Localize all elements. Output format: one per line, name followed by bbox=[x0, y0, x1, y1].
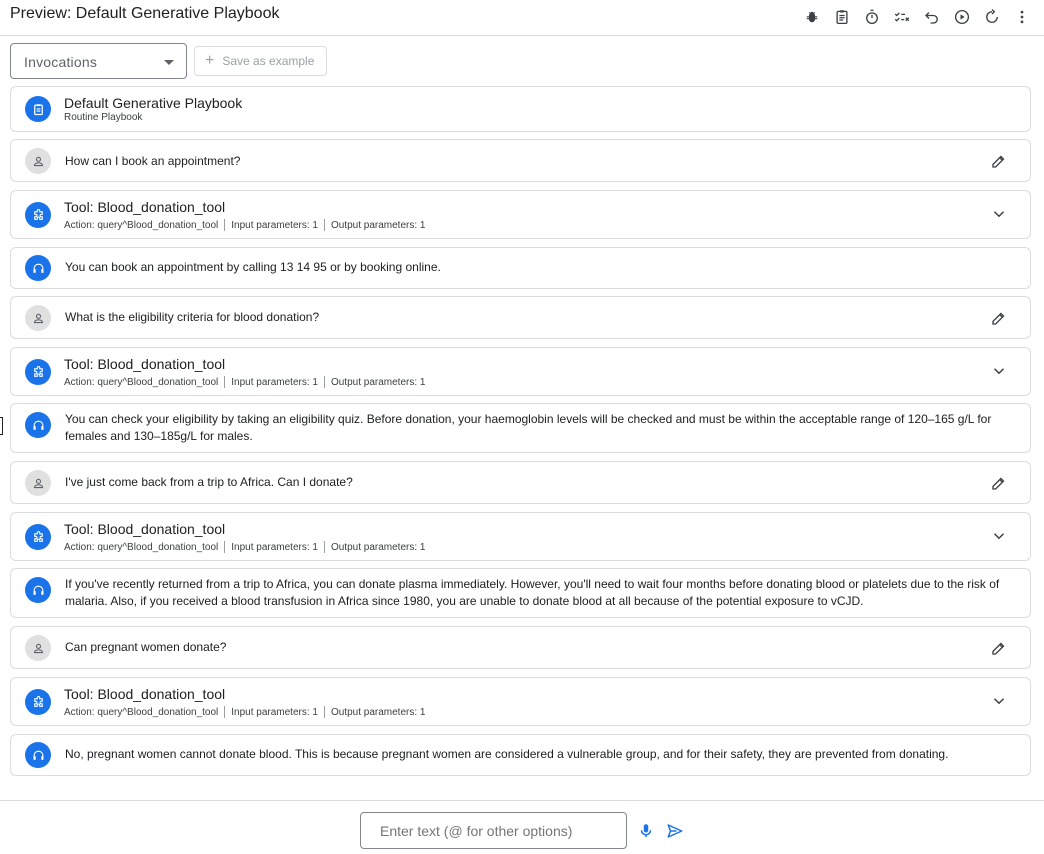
page-title: Preview: Default Generative Playbook bbox=[10, 5, 280, 22]
selection-marker bbox=[0, 417, 3, 435]
more-vert-icon[interactable] bbox=[1010, 5, 1034, 29]
invocations-select[interactable] bbox=[10, 43, 187, 79]
user-message-text: Can pregnant women donate? bbox=[65, 640, 227, 654]
headset-icon bbox=[25, 255, 51, 281]
playbook-card bbox=[10, 86, 1031, 132]
checklist-clear-icon[interactable] bbox=[890, 5, 914, 29]
chevron-down-icon[interactable] bbox=[988, 203, 1010, 225]
headset-icon bbox=[25, 412, 51, 438]
edit-icon[interactable] bbox=[988, 307, 1010, 329]
header-toolbar bbox=[800, 5, 1034, 29]
agent-message bbox=[10, 247, 1031, 289]
agent-message-text: If you've recently returned from a trip to Africa, you can donate plasma immediately. However, you'll need to wait four months before donating blood or platelets due to the risk of malaria. Also, if you received a blood transfusion in Africa since 1980, you are unable to donate blood at all because of the potential exposure to vCJD. bbox=[65, 577, 1000, 608]
tool-title: Tool: Blood_donation_tool bbox=[64, 521, 226, 537]
send-icon[interactable] bbox=[664, 820, 686, 842]
chevron-down-icon[interactable] bbox=[988, 690, 1010, 712]
person-icon bbox=[25, 148, 51, 174]
playbook-subtitle: Routine Playbook bbox=[64, 112, 143, 123]
invocations-select-label: Invocations bbox=[24, 54, 98, 70]
tool-input-params: Input parameters: 1 bbox=[231, 376, 318, 388]
play-icon[interactable] bbox=[950, 5, 974, 29]
agent-message bbox=[10, 568, 1031, 618]
reset-icon[interactable] bbox=[980, 5, 1004, 29]
tool-output-params: Output parameters: 1 bbox=[330, 541, 426, 553]
tool-title: Tool: Blood_donation_tool bbox=[64, 356, 226, 372]
user-message-text: How can I book an appointment? bbox=[65, 154, 241, 168]
playbook-icon bbox=[25, 96, 51, 122]
undo-icon[interactable] bbox=[920, 5, 944, 29]
puzzle-icon bbox=[25, 202, 51, 228]
tool-meta bbox=[64, 376, 425, 388]
tool-input-params: Input parameters: 1 bbox=[231, 541, 318, 553]
puzzle-icon bbox=[25, 524, 51, 550]
agent-message bbox=[10, 734, 1031, 776]
agent-message-text: No, pregnant women cannot donate blood. This is because pregnant women are considered a vulnerable group, and for their safety, they are prevented from donating. bbox=[65, 747, 949, 761]
user-message bbox=[10, 626, 1031, 669]
tool-title: Tool: Blood_donation_tool bbox=[64, 686, 226, 702]
user-message bbox=[10, 461, 1031, 504]
tool-output-params: Output parameters: 1 bbox=[330, 219, 426, 231]
tool-action: Action: query^Blood_donation_tool bbox=[64, 376, 219, 388]
edit-icon[interactable] bbox=[988, 637, 1010, 659]
tool-input-params: Input parameters: 1 bbox=[231, 219, 318, 231]
bug-icon[interactable] bbox=[800, 5, 824, 29]
microphone-icon[interactable] bbox=[635, 820, 657, 842]
tool-meta bbox=[64, 541, 425, 553]
puzzle-icon bbox=[25, 359, 51, 385]
tool-title: Tool: Blood_donation_tool bbox=[64, 199, 226, 215]
user-message-text: I've just come back from a trip to Africa. Can I donate? bbox=[65, 475, 353, 489]
user-message bbox=[10, 139, 1031, 182]
tool-call[interactable] bbox=[10, 190, 1031, 239]
headset-icon bbox=[25, 742, 51, 768]
headset-icon bbox=[25, 577, 51, 603]
user-message-text: What is the eligibility criteria for blood donation? bbox=[65, 310, 320, 324]
preview-header bbox=[0, 0, 1044, 36]
agent-message-text: You can check your eligibility by taking an eligibility quiz. Before donation, your haemoglobin levels will be checked and must be within the acceptable range of 120–165 g/L for females and 130–185g/L for males. bbox=[65, 412, 992, 443]
chat-input-bar bbox=[0, 800, 1044, 854]
chat-input[interactable] bbox=[360, 812, 627, 849]
save-as-example-label: Save as example bbox=[222, 54, 315, 68]
person-icon bbox=[25, 305, 51, 331]
agent-message-text: You can book an appointment by calling 13 14 95 or by booking online. bbox=[65, 260, 441, 274]
user-message bbox=[10, 296, 1031, 339]
tool-output-params: Output parameters: 1 bbox=[330, 376, 426, 388]
tool-action: Action: query^Blood_donation_tool bbox=[64, 541, 219, 553]
tool-meta bbox=[64, 706, 425, 718]
plus-icon: + bbox=[205, 52, 215, 69]
edit-icon[interactable] bbox=[988, 472, 1010, 494]
agent-message bbox=[10, 403, 1031, 453]
tool-action: Action: query^Blood_donation_tool bbox=[64, 706, 219, 718]
preview-toolbar bbox=[10, 43, 327, 79]
chevron-down-icon[interactable] bbox=[988, 525, 1010, 547]
chevron-down-icon[interactable] bbox=[988, 360, 1010, 382]
tool-call[interactable] bbox=[10, 677, 1031, 726]
tool-input-params: Input parameters: 1 bbox=[231, 706, 318, 718]
person-icon bbox=[25, 470, 51, 496]
playbook-title: Default Generative Playbook bbox=[64, 95, 243, 111]
timer-icon[interactable] bbox=[860, 5, 884, 29]
clipboard-icon[interactable] bbox=[830, 5, 854, 29]
tool-call[interactable] bbox=[10, 512, 1031, 561]
tool-action: Action: query^Blood_donation_tool bbox=[64, 219, 219, 231]
person-icon bbox=[25, 635, 51, 661]
save-as-example-button[interactable] bbox=[194, 46, 327, 76]
tool-output-params: Output parameters: 1 bbox=[330, 706, 426, 718]
tool-call[interactable] bbox=[10, 347, 1031, 396]
edit-icon[interactable] bbox=[988, 150, 1010, 172]
tool-meta bbox=[64, 219, 425, 231]
puzzle-icon bbox=[25, 689, 51, 715]
chevron-down-icon bbox=[164, 60, 174, 65]
